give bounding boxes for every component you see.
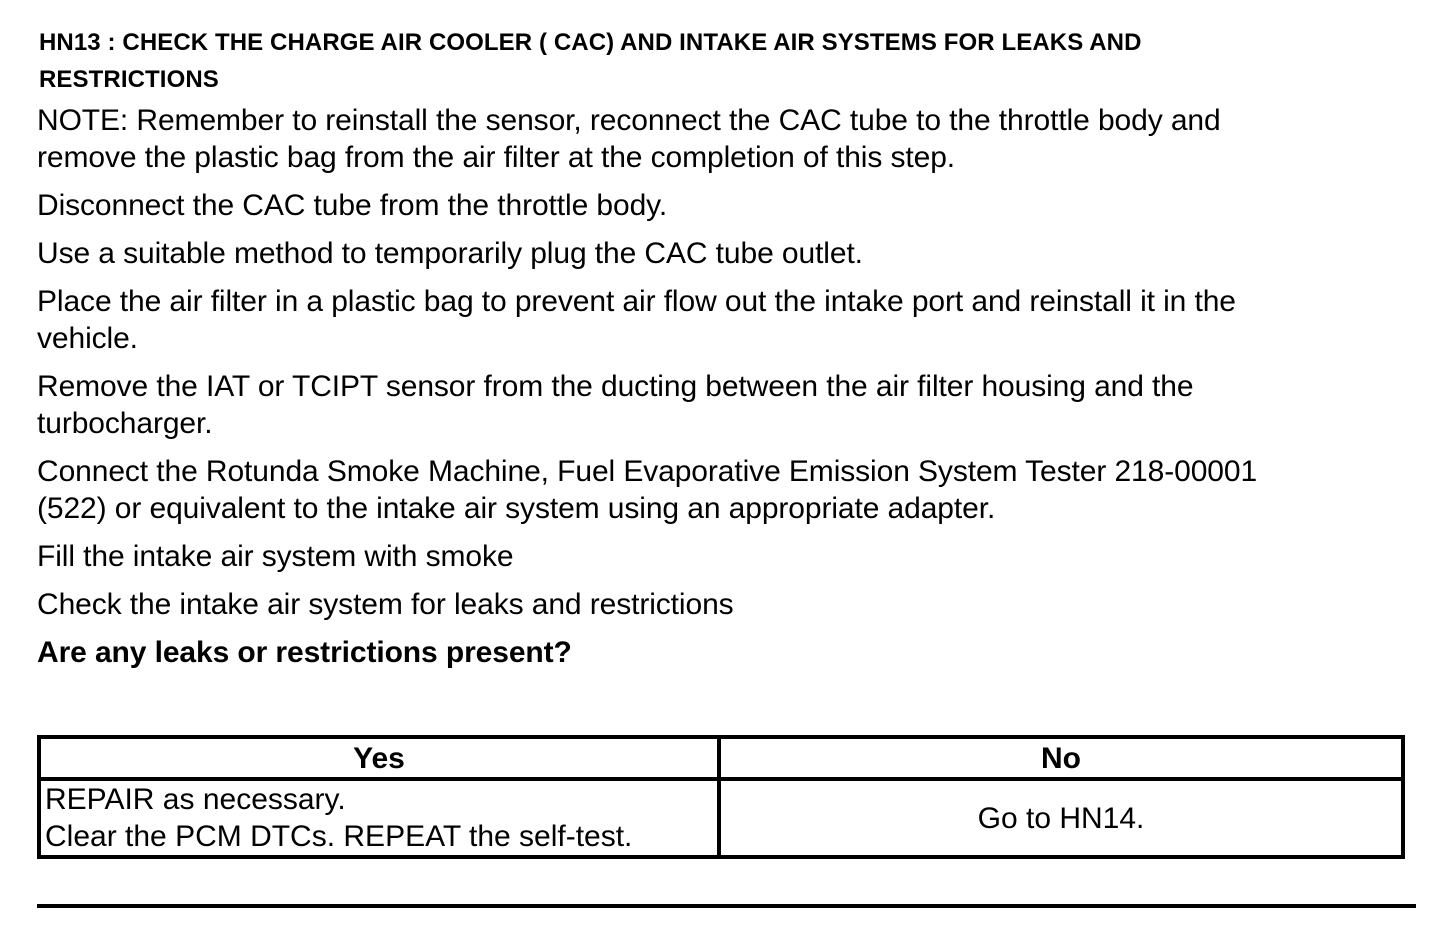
yes-action-line: Clear the PCM DTCs. REPEAT the self-test. bbox=[45, 820, 633, 853]
no-action-cell: Go to HN14. bbox=[719, 779, 1403, 857]
instruction-paragraph bbox=[37, 453, 1417, 527]
paragraph-line: Remove the IAT or TCIPT sensor from the ducting between the air filter housing and the bbox=[37, 370, 1194, 403]
paragraph-line: Disconnect the CAC tube from the throttle body. bbox=[37, 189, 668, 222]
instruction-paragraph bbox=[37, 283, 1417, 357]
yes-column-header: Yes bbox=[39, 737, 719, 779]
yes-action-line: REPAIR as necessary. bbox=[45, 783, 346, 816]
result-table bbox=[37, 735, 1405, 859]
table-header-row bbox=[39, 737, 1403, 779]
paragraph-line: vehicle. bbox=[37, 322, 138, 355]
paragraph-line: turbocharger. bbox=[37, 407, 213, 440]
instruction-paragraph bbox=[37, 235, 1417, 272]
instruction-paragraph bbox=[37, 187, 1417, 224]
paragraph-line: Check the intake air system for leaks and restrictions bbox=[37, 588, 734, 621]
note-paragraph bbox=[37, 102, 1417, 176]
step-heading-line-2: RESTRICTIONS bbox=[39, 66, 219, 93]
procedure-step bbox=[37, 24, 1417, 682]
paragraph-line: Place the air filter in a plastic bag to prevent air flow out the intake port and reinstall it in the bbox=[37, 285, 1236, 318]
paragraph-line: remove the plastic bag from the air filter at the completion of this step. bbox=[37, 141, 956, 174]
bottom-rule bbox=[37, 904, 1416, 908]
paragraph-line: Fill the intake air system with smoke bbox=[37, 540, 514, 573]
instruction-paragraph bbox=[37, 538, 1417, 575]
step-heading-line-1: HN13 : CHECK THE CHARGE AIR COOLER ( CAC) AND INTAKE AIR SYSTEMS FOR LEAKS AND bbox=[39, 29, 1142, 56]
instruction-paragraph bbox=[37, 368, 1417, 442]
paragraph-line: (522) or equivalent to the intake air system using an appropriate adapter. bbox=[37, 492, 996, 525]
paragraph-line: Connect the Rotunda Smoke Machine, Fuel Evaporative Emission System Tester 218-00001 bbox=[37, 455, 1258, 488]
table-row bbox=[39, 779, 1403, 857]
paragraph-line: NOTE: Remember to reinstall the sensor, reconnect the CAC tube to the throttle body and bbox=[37, 104, 1221, 137]
yes-action-cell bbox=[39, 779, 719, 857]
no-column-header: No bbox=[719, 737, 1403, 779]
step-question: Are any leaks or restrictions present? bbox=[37, 636, 572, 669]
step-heading bbox=[39, 24, 1417, 98]
paragraph-line: Use a suitable method to temporarily plug the CAC tube outlet. bbox=[37, 237, 863, 270]
instruction-paragraph bbox=[37, 586, 1417, 623]
